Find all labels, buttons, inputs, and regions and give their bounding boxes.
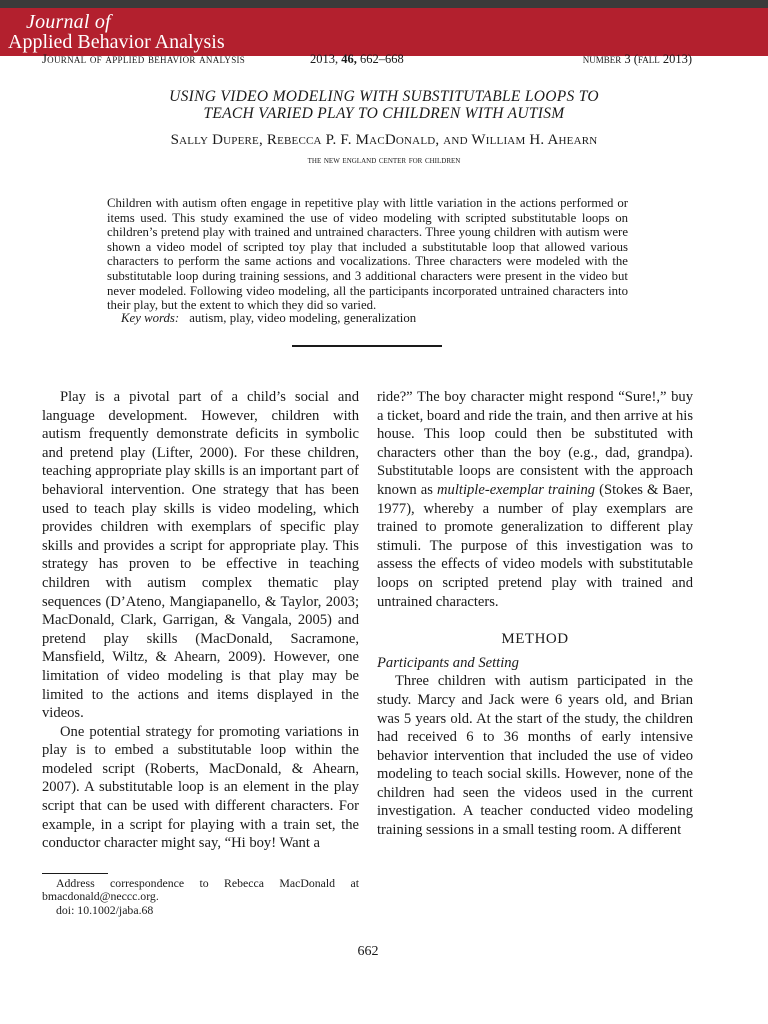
left-column [42,388,359,853]
affiliation: the new england center for children [307,155,461,166]
top-bar [0,0,768,8]
keywords-list: autism, play, video modeling, generalization [189,311,417,325]
paragraph-2: One potential strategy for promoting variations in play is to embed a substitutable loop within the modeled script (Roberts, MacDonald, & Ahearn, 2007). A substitutable loop is an element in the play script that can be used with different characters. For example, in a script for playing with a train set, the conductor character might say, “Hi boy! Want a [42,723,359,852]
footnote-rule [42,873,108,874]
authors: Sally Dupere, Rebecca P. F. MacDonald, and William H. Ahearn [170,132,598,148]
footnote-doi: doi: 10.1002/jaba.68 [56,902,154,917]
participants-subheading: Participants and Setting [377,654,519,671]
journal-banner [0,8,768,56]
paragraph-2-italic-term: multiple-exemplar training [437,481,596,498]
running-head [0,52,768,70]
footnote [42,877,359,917]
running-head-issue: number 3 (fall 2013) [582,52,692,66]
title-line-1: USING VIDEO MODELING WITH SUBSTITUTABLE LOOPS TO [169,88,599,105]
keywords [121,311,416,326]
abstract: Children with autism often engage in repetitive play with little variation in the actions performed or items used. This study examined the use of video modeling with scripted substitutable loops on children’s pretend play with trained and untrained characters. Three young children with autism were shown a video model of scripted toy play that included a substitutable loop that allowed various characters to perform the same actions and vocalizations. Three characters were modeled with the substitutable loop during training sessions, and 3 additional characters were present in the video but never modeled. Following video modeling, all the participants incorporated untrained characters into their play, but the extent to which they did so varied. [107,196,628,313]
paragraph-2-end: (Stokes & Baer, 1977), whereby a number of play exemplars are trained to promote generalization to different play stimuli. The purpose of this investigation was to assess the effects of video models with substitutable loops on scripted pretend play with trained and untrained characters. [377,481,693,610]
citation-volume: 46, [341,52,357,66]
citation-pages: 662–668 [356,52,404,66]
article-title [0,88,768,122]
page-number: 662 [357,944,379,959]
journal-logo-line1: Journal of [26,11,111,33]
abstract-divider [292,345,442,347]
paragraph-2-continued [377,388,693,611]
footnote-address: Address correspondence to Rebecca MacDonald at bmacdonald@neccc.org. [42,876,359,904]
paragraph-1: Play is a pivotal part of a child’s social and language development. However, children with autism frequently demonstrate deficits in symbolic and pretend play (Lifter, 2000). For these children, teaching appropriate play skills is an important part of behavioral intervention. One strategy that has been used to teach play skills is video modeling, which provides children with exemplars of specific play skills and provides a script for appropriate play. This strategy has proven to be effective in teaching children with autism complex thematic play sequences (D’Ateno, Mangiapanello, & Taylor, 2003; MacDonald, Clark, Garrigan, & Vangala, 2005) and pretend play skills (MacDonald, Sacramone, Mansfield, Wiltz, & Ahearn, 2009). However, one limitation of video modeling is that play may be limited to the actions and items displayed in the videos. [42,389,359,722]
keywords-label: Key words: [121,311,180,325]
right-column [377,388,693,840]
paragraph-2-continued-text: ride?” The boy character might respond “Sure!,” buy a ticket, board and ride the train, and then arrive at his house. This loop could then be substituted with characters other than the boy (e.g., dad, grandpa). Substitutable loops are consistent with the approach known as [377,389,693,498]
running-head-journal: Journal of applied behavior analysis [42,52,246,66]
title-line-2: TEACH VARIED PLAY TO CHILDREN WITH AUTISM [203,105,565,122]
citation-year: 2013, [310,52,342,66]
method-heading: METHOD [501,631,569,648]
paragraph-3: Three children with autism participated in the study. Marcy and Jack were 6 years old, and Brian was 5 years old. At the start of the study, the children had received 6 to 36 months of early intensive behavior intervention that included the use of video modeling to teach social skills. However, none of the children had seen the videos used in the current investigation. A teacher conducted video modeling training sessions in a small testing room. A different [377,673,693,839]
running-head-citation [310,52,404,67]
journal-logo-line2: Applied Behavior Analysis [8,31,225,53]
